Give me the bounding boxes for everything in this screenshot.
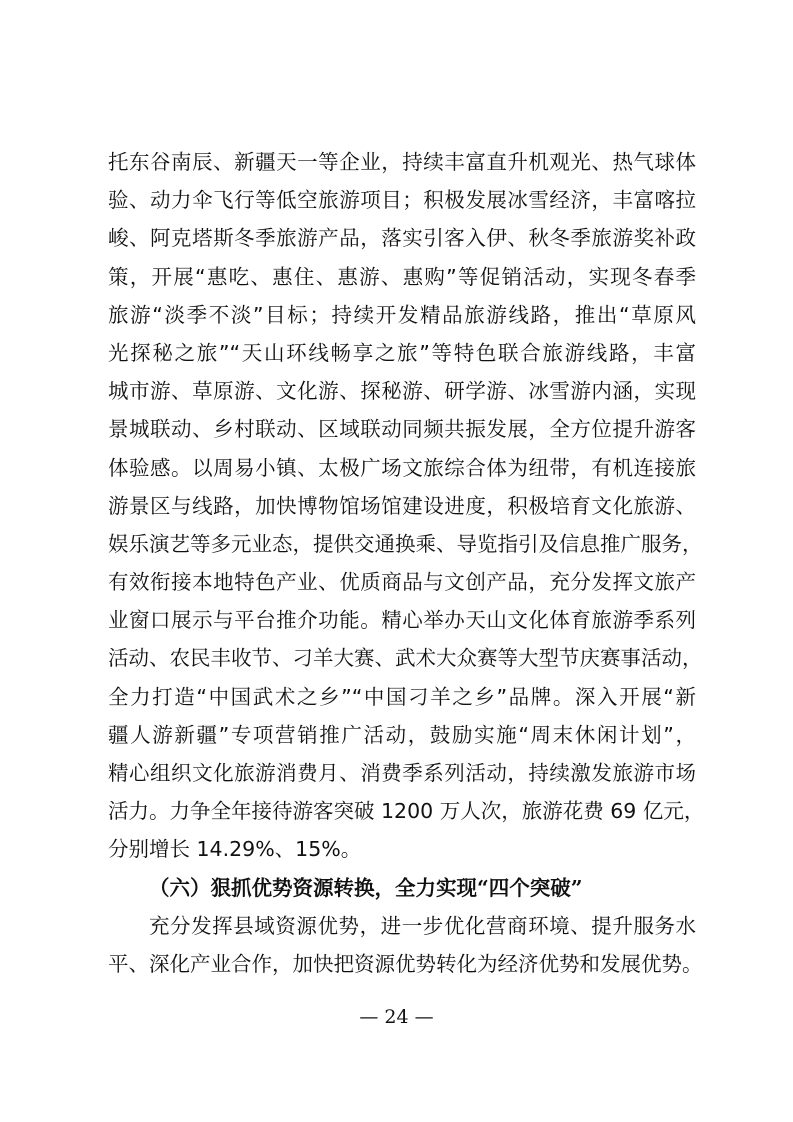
body-line: 策，开展“惠吃、惠住、惠游、惠购”等促销活动，实现冬春季 xyxy=(108,264,696,289)
body-line: 城市游、草原游、文化游、探秘游、研学游、冰雪游内涵，实现 xyxy=(108,379,696,404)
section-heading: （六）狠抓优势资源转换，全力实现“四个突破” xyxy=(149,875,583,900)
body-line: 有效衔接本地特色产业、优质商品与文创产品，充分发挥文旅产 xyxy=(108,570,696,595)
body-line: 托东谷南辰、新疆天一等企业，持续丰富直升机观光、热气球体 xyxy=(108,150,696,174)
document-body xyxy=(108,143,705,983)
body-line: 旅游“淡季不淡”目标；持续开发精品旅游线路，推出“草原风 xyxy=(108,302,696,327)
body-line: 游景区与线路，加快博物馆场馆建设进度，积极培育文化旅游、 xyxy=(108,493,696,518)
body-line: 体验感。以周易小镇、太极广场文旅综合体为纽带，有机连接旅 xyxy=(108,455,696,480)
body-line: 景城联动、乡村联动、区域联动同频共振发展，全方位提升游客 xyxy=(108,417,696,442)
body-line: 光探秘之旅”“天山环线畅享之旅”等特色联合旅游线路，丰富 xyxy=(108,340,696,365)
body-line: 峻、阿克塔斯冬季旅游产品，落实引客入伊、秋冬季旅游奖补政 xyxy=(108,226,696,251)
body-line: 活动、农民丰收节、刁羊大赛、武术大众赛等大型节庆赛事活动， xyxy=(108,646,703,671)
body-line: 娱乐演艺等多元业态，提供交通换乘、导览指引及信息推广服务， xyxy=(108,531,703,556)
body-line: 验、动力伞飞行等低空旅游项目；积极发展冰雪经济，丰富喀拉 xyxy=(108,188,696,213)
body-line: 疆人游新疆”专项营销推广活动，鼓励实施“周末休闲计划”， xyxy=(108,722,696,747)
body-line: 平、深化产业合作，加快把资源优势转化为经济优势和发展优势。 xyxy=(108,951,703,976)
body-line: 充分发挥县域资源优势，进一步优化营商环境、提升服务水 xyxy=(149,913,696,938)
page-number: — 24 — xyxy=(359,1006,434,1028)
body-line: 分别增长 14.29%、15%。 xyxy=(108,837,362,862)
body-line: 业窗口展示与平台推介功能。精心举办天山文化体育旅游季系列 xyxy=(108,608,696,633)
body-line: 精心组织文化旅游消费月、消费季系列活动，持续激发旅游市场 xyxy=(108,761,696,785)
body-line: 活力。力争全年接待游客突破 1200 万人次，旅游花费 69 亿元， xyxy=(108,799,705,824)
body-line: 全力打造“中国武术之乡”“中国刁羊之乡”品牌。深入开展“新 xyxy=(108,684,696,709)
